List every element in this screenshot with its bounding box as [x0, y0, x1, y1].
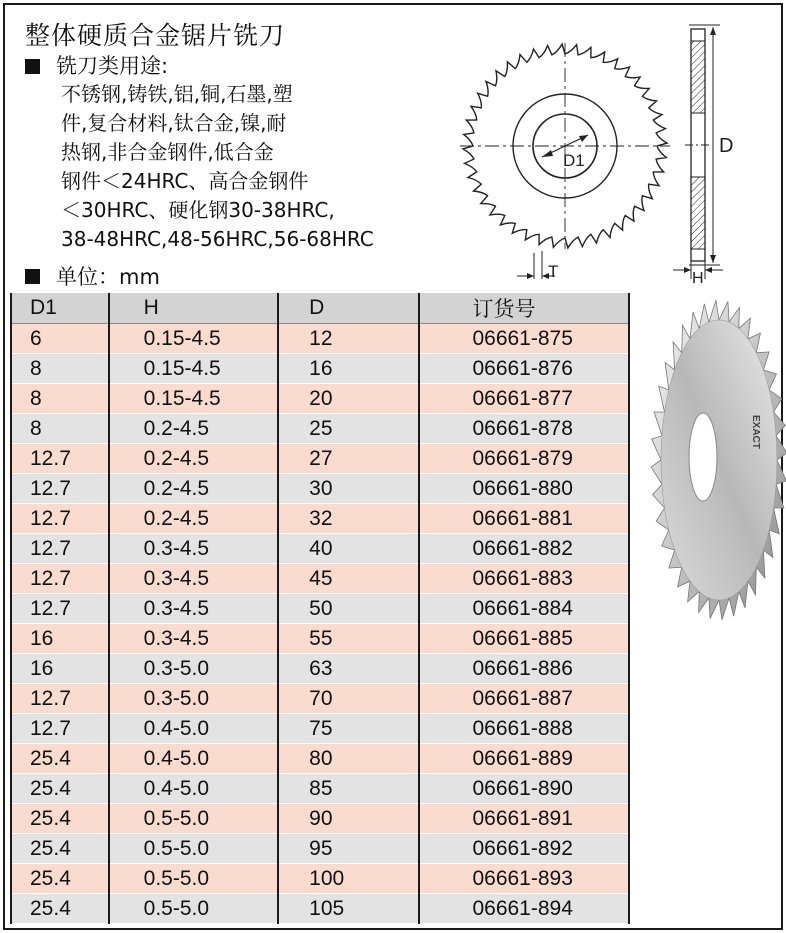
- table-row: [11, 324, 629, 354]
- column-header-h: H: [109, 293, 278, 324]
- cell-order-no: 06661-877: [419, 384, 629, 414]
- usage-line: 钢件＜24HRC、高合金钢件: [61, 169, 309, 193]
- cell-h: 0.15-4.5: [109, 354, 278, 384]
- cell-order-no: 06661-886: [419, 654, 629, 684]
- cell-d: 25: [278, 414, 419, 444]
- cell-d: 80: [278, 744, 419, 774]
- cell-d: 12: [278, 324, 419, 354]
- cell-order-no: 06661-883: [419, 564, 629, 594]
- saw-blade-drawing: [445, 21, 785, 289]
- table-header-row: [11, 293, 629, 324]
- cell-d1: 12.7: [11, 534, 109, 564]
- cell-d1: 8: [11, 414, 109, 444]
- table-row: [11, 504, 629, 534]
- cell-h: 0.3-4.5: [109, 564, 278, 594]
- cell-h: 0.5-5.0: [109, 894, 278, 924]
- unit-label: 单位：mm: [56, 265, 160, 289]
- cell-h: 0.2-4.5: [109, 414, 278, 444]
- cell-d: 90: [278, 804, 419, 834]
- cell-h: 0.15-4.5: [109, 384, 278, 414]
- cell-order-no: 06661-885: [419, 624, 629, 654]
- table-row: [11, 564, 629, 594]
- cell-order-no: 06661-892: [419, 834, 629, 864]
- label-d: D: [719, 135, 734, 157]
- table-row: [11, 534, 629, 564]
- cell-h: 0.4-5.0: [109, 774, 278, 804]
- cell-order-no: 06661-880: [419, 474, 629, 504]
- table-body: [11, 324, 629, 924]
- table-row: [11, 624, 629, 654]
- cell-order-no: 06661-888: [419, 714, 629, 744]
- column-header-d: D: [278, 293, 419, 324]
- cell-d: 30: [278, 474, 419, 504]
- table-row: [11, 474, 629, 504]
- cell-d1: 25.4: [11, 894, 109, 924]
- cell-d1: 12.7: [11, 684, 109, 714]
- cell-d: 32: [278, 504, 419, 534]
- usage-line: 38-48HRC,48-56HRC,56-68HRC: [61, 227, 374, 251]
- cell-order-no: 06661-893: [419, 864, 629, 894]
- blade-front-view: [460, 43, 670, 281]
- cell-d1: 25.4: [11, 774, 109, 804]
- cell-d: 95: [278, 834, 419, 864]
- usage-text: [25, 80, 435, 254]
- cell-order-no: 06661-881: [419, 504, 629, 534]
- cell-order-no: 06661-894: [419, 894, 629, 924]
- table-row: [11, 684, 629, 714]
- cell-h: 0.15-4.5: [109, 324, 278, 354]
- cell-d: 50: [278, 594, 419, 624]
- label-t: T: [548, 262, 559, 281]
- cell-h: 0.3-5.0: [109, 684, 278, 714]
- table-row: [11, 714, 629, 744]
- table-row: [11, 864, 629, 894]
- cell-d1: 8: [11, 384, 109, 414]
- cell-h: 0.3-4.5: [109, 624, 278, 654]
- cell-d1: 16: [11, 654, 109, 684]
- cell-h: 0.5-5.0: [109, 864, 278, 894]
- cell-d1: 12.7: [11, 594, 109, 624]
- label-d1: D1: [563, 151, 585, 170]
- page-frame: [3, 3, 783, 930]
- saw-blade-photo: [641, 295, 786, 625]
- table-row: [11, 384, 629, 414]
- table-row: [11, 444, 629, 474]
- cell-d: 55: [278, 624, 419, 654]
- cell-order-no: 06661-876: [419, 354, 629, 384]
- cell-order-no: 06661-878: [419, 414, 629, 444]
- cell-h: 0.3-5.0: [109, 654, 278, 684]
- cell-d1: 6: [11, 324, 109, 354]
- cell-order-no: 06661-891: [419, 804, 629, 834]
- header-text-block: [25, 19, 435, 254]
- table-row: [11, 594, 629, 624]
- table-row: [11, 414, 629, 444]
- cell-d1: 12.7: [11, 564, 109, 594]
- table-row: [11, 354, 629, 384]
- cell-order-no: 06661-890: [419, 774, 629, 804]
- usage-line: ＜30HRC、硬化钢30-38HRC,: [61, 198, 335, 222]
- cell-d1: 25.4: [11, 744, 109, 774]
- unit-heading: [25, 261, 160, 291]
- cell-order-no: 06661-875: [419, 324, 629, 354]
- cell-order-no: 06661-879: [419, 444, 629, 474]
- cell-h: 0.5-5.0: [109, 834, 278, 864]
- table-row: [11, 774, 629, 804]
- cell-h: 0.3-4.5: [109, 594, 278, 624]
- cell-d: 40: [278, 534, 419, 564]
- blade-side-view: [673, 25, 733, 287]
- cell-d: 105: [278, 894, 419, 924]
- column-header-d1: D1: [11, 293, 109, 324]
- cell-d1: 25.4: [11, 834, 109, 864]
- cell-h: 0.4-5.0: [109, 714, 278, 744]
- cell-d: 16: [278, 354, 419, 384]
- cell-d1: 12.7: [11, 474, 109, 504]
- usage-label: 铣刀类用途:: [56, 54, 169, 78]
- cell-d1: 25.4: [11, 864, 109, 894]
- table-row: [11, 744, 629, 774]
- table-row: [11, 894, 629, 924]
- cell-d: 75: [278, 714, 419, 744]
- table-row: [11, 834, 629, 864]
- cell-h: 0.2-4.5: [109, 504, 278, 534]
- cell-h: 0.4-5.0: [109, 744, 278, 774]
- cell-order-no: 06661-889: [419, 744, 629, 774]
- spec-table: [10, 293, 630, 924]
- cell-d: 45: [278, 564, 419, 594]
- bullet-square-icon: [25, 269, 40, 284]
- table-row: [11, 654, 629, 684]
- cell-order-no: 06661-882: [419, 534, 629, 564]
- cell-order-no: 06661-884: [419, 594, 629, 624]
- brand-logo: EXACT: [750, 415, 761, 449]
- cell-h: 0.3-4.5: [109, 534, 278, 564]
- cell-order-no: 06661-887: [419, 684, 629, 714]
- cell-d1: 25.4: [11, 804, 109, 834]
- page-title: 整体硬质合金锯片铣刀: [25, 21, 286, 50]
- cell-h: 0.5-5.0: [109, 804, 278, 834]
- cell-d1: 16: [11, 624, 109, 654]
- cell-d1: 12.7: [11, 444, 109, 474]
- cell-h: 0.2-4.5: [109, 474, 278, 504]
- bullet-square-icon: [25, 59, 40, 74]
- cell-d: 85: [278, 774, 419, 804]
- usage-line: 热钢,非合金钢件,低合金: [61, 140, 274, 164]
- usage-heading: [25, 53, 435, 80]
- cell-d1: 12.7: [11, 504, 109, 534]
- cell-d: 63: [278, 654, 419, 684]
- usage-line: 不锈钢,铸铁,铝,铜,石墨,塑: [61, 82, 293, 106]
- cell-h: 0.2-4.5: [109, 444, 278, 474]
- usage-line: 件,复合材料,钛合金,镍,耐: [61, 111, 287, 135]
- cell-d1: 12.7: [11, 714, 109, 744]
- cell-d1: 8: [11, 354, 109, 384]
- cell-d: 27: [278, 444, 419, 474]
- table-row: [11, 804, 629, 834]
- cell-d: 20: [278, 384, 419, 414]
- label-h: H: [692, 270, 704, 287]
- cell-d: 100: [278, 864, 419, 894]
- cell-d: 70: [278, 684, 419, 714]
- column-header-order-no: 订货号: [419, 293, 629, 324]
